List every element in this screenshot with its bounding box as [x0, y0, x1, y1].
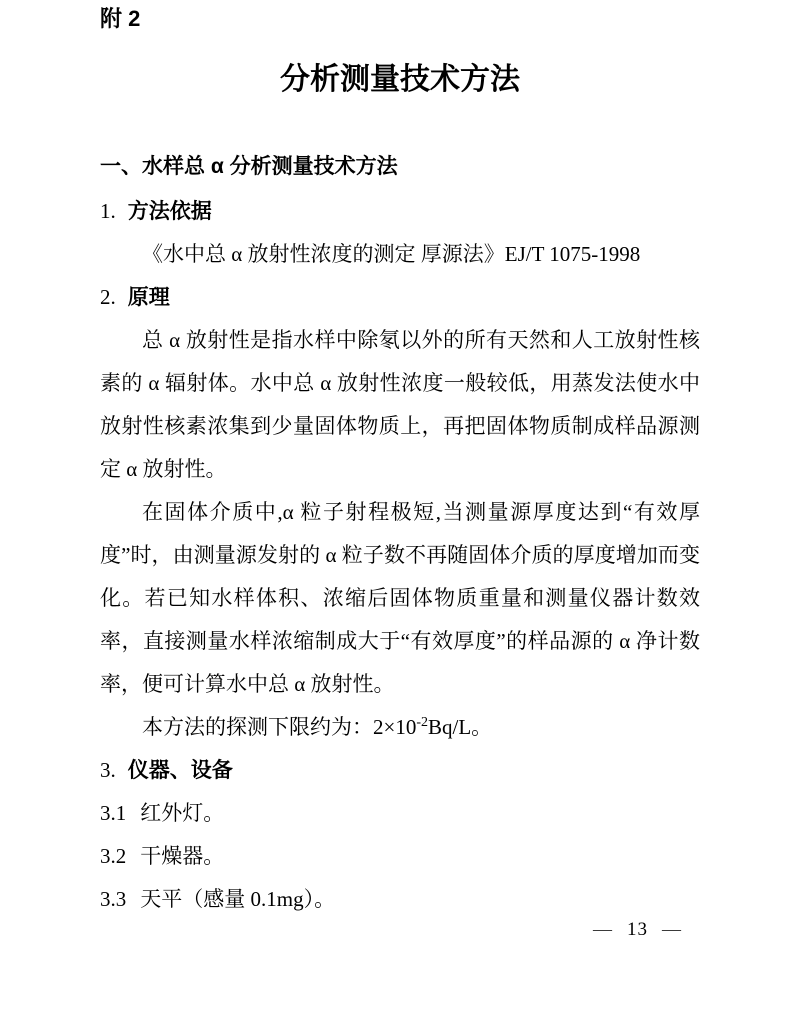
heading-method-basis-label: 方法依据	[127, 200, 212, 223]
equipment-item-balance	[100, 878, 700, 921]
heading-principle	[100, 276, 700, 319]
appendix-label: 附 2	[100, 6, 141, 31]
equipment-item-number: 3.1	[100, 801, 127, 825]
equipment-item-label: 干燥器。	[140, 844, 225, 868]
principle-paragraph-2: 在固体介质中,α 粒子射程极短,当测量源厚度达到“有效厚度”时，由测量源发射的 α 粒子数不再随固体介质的厚度增加而变化。若已知水样体积、浓缩后固体物质重量和测量仪器计数效率，直接测量水样浓缩制成大于“有效厚度”的样品源的 α 净计数率，便可计算水中总 α 放射性。	[100, 500, 700, 696]
detection-limit-exponent: -2	[416, 715, 429, 730]
section-heading-water-sample-gross-alpha: 一、水样总 α 分析测量技术方法	[100, 155, 398, 178]
equipment-item-label: 红外灯。	[140, 801, 225, 825]
heading-method-basis-number: 1.	[100, 199, 116, 223]
heading-principle-label: 原理	[127, 286, 170, 309]
equipment-item-infrared-lamp	[100, 792, 700, 835]
heading-equipment-label: 仪器、设备	[127, 759, 233, 782]
detection-limit-suffix: Bq/L。	[428, 715, 493, 739]
heading-method-basis	[100, 190, 700, 233]
equipment-item-number: 3.3	[100, 887, 127, 911]
heading-principle-number: 2.	[100, 285, 116, 309]
footer-dash-left: —	[593, 919, 613, 940]
heading-equipment	[100, 749, 700, 792]
detection-limit-prefix: 本方法的探测下限约为：2×10	[142, 715, 417, 739]
principle-paragraph-1: 总 α 放射性是指水样中除氡以外的所有天然和人工放射性核素的 α 辐射体。水中总 α 放射性浓度一般较低，用蒸发法使水中放射性核素浓集到少量固体物质上，再把固体物质制成样品源测定 α 放射性。	[100, 328, 700, 481]
detection-limit-line	[100, 706, 700, 749]
equipment-item-number: 3.2	[100, 844, 127, 868]
standard-reference: 《水中总 α 放射性浓度的测定 厚源法》EJ/T 1075-1998	[142, 242, 641, 266]
equipment-item-label: 天平（感量 0.1mg）。	[140, 887, 336, 911]
page-footer	[579, 916, 696, 944]
page-number: 13	[627, 919, 648, 940]
equipment-item-desiccator	[100, 835, 700, 878]
footer-dash-right: —	[662, 919, 682, 940]
page-title: 分析测量技术方法	[280, 63, 520, 96]
heading-equipment-number: 3.	[100, 758, 116, 782]
